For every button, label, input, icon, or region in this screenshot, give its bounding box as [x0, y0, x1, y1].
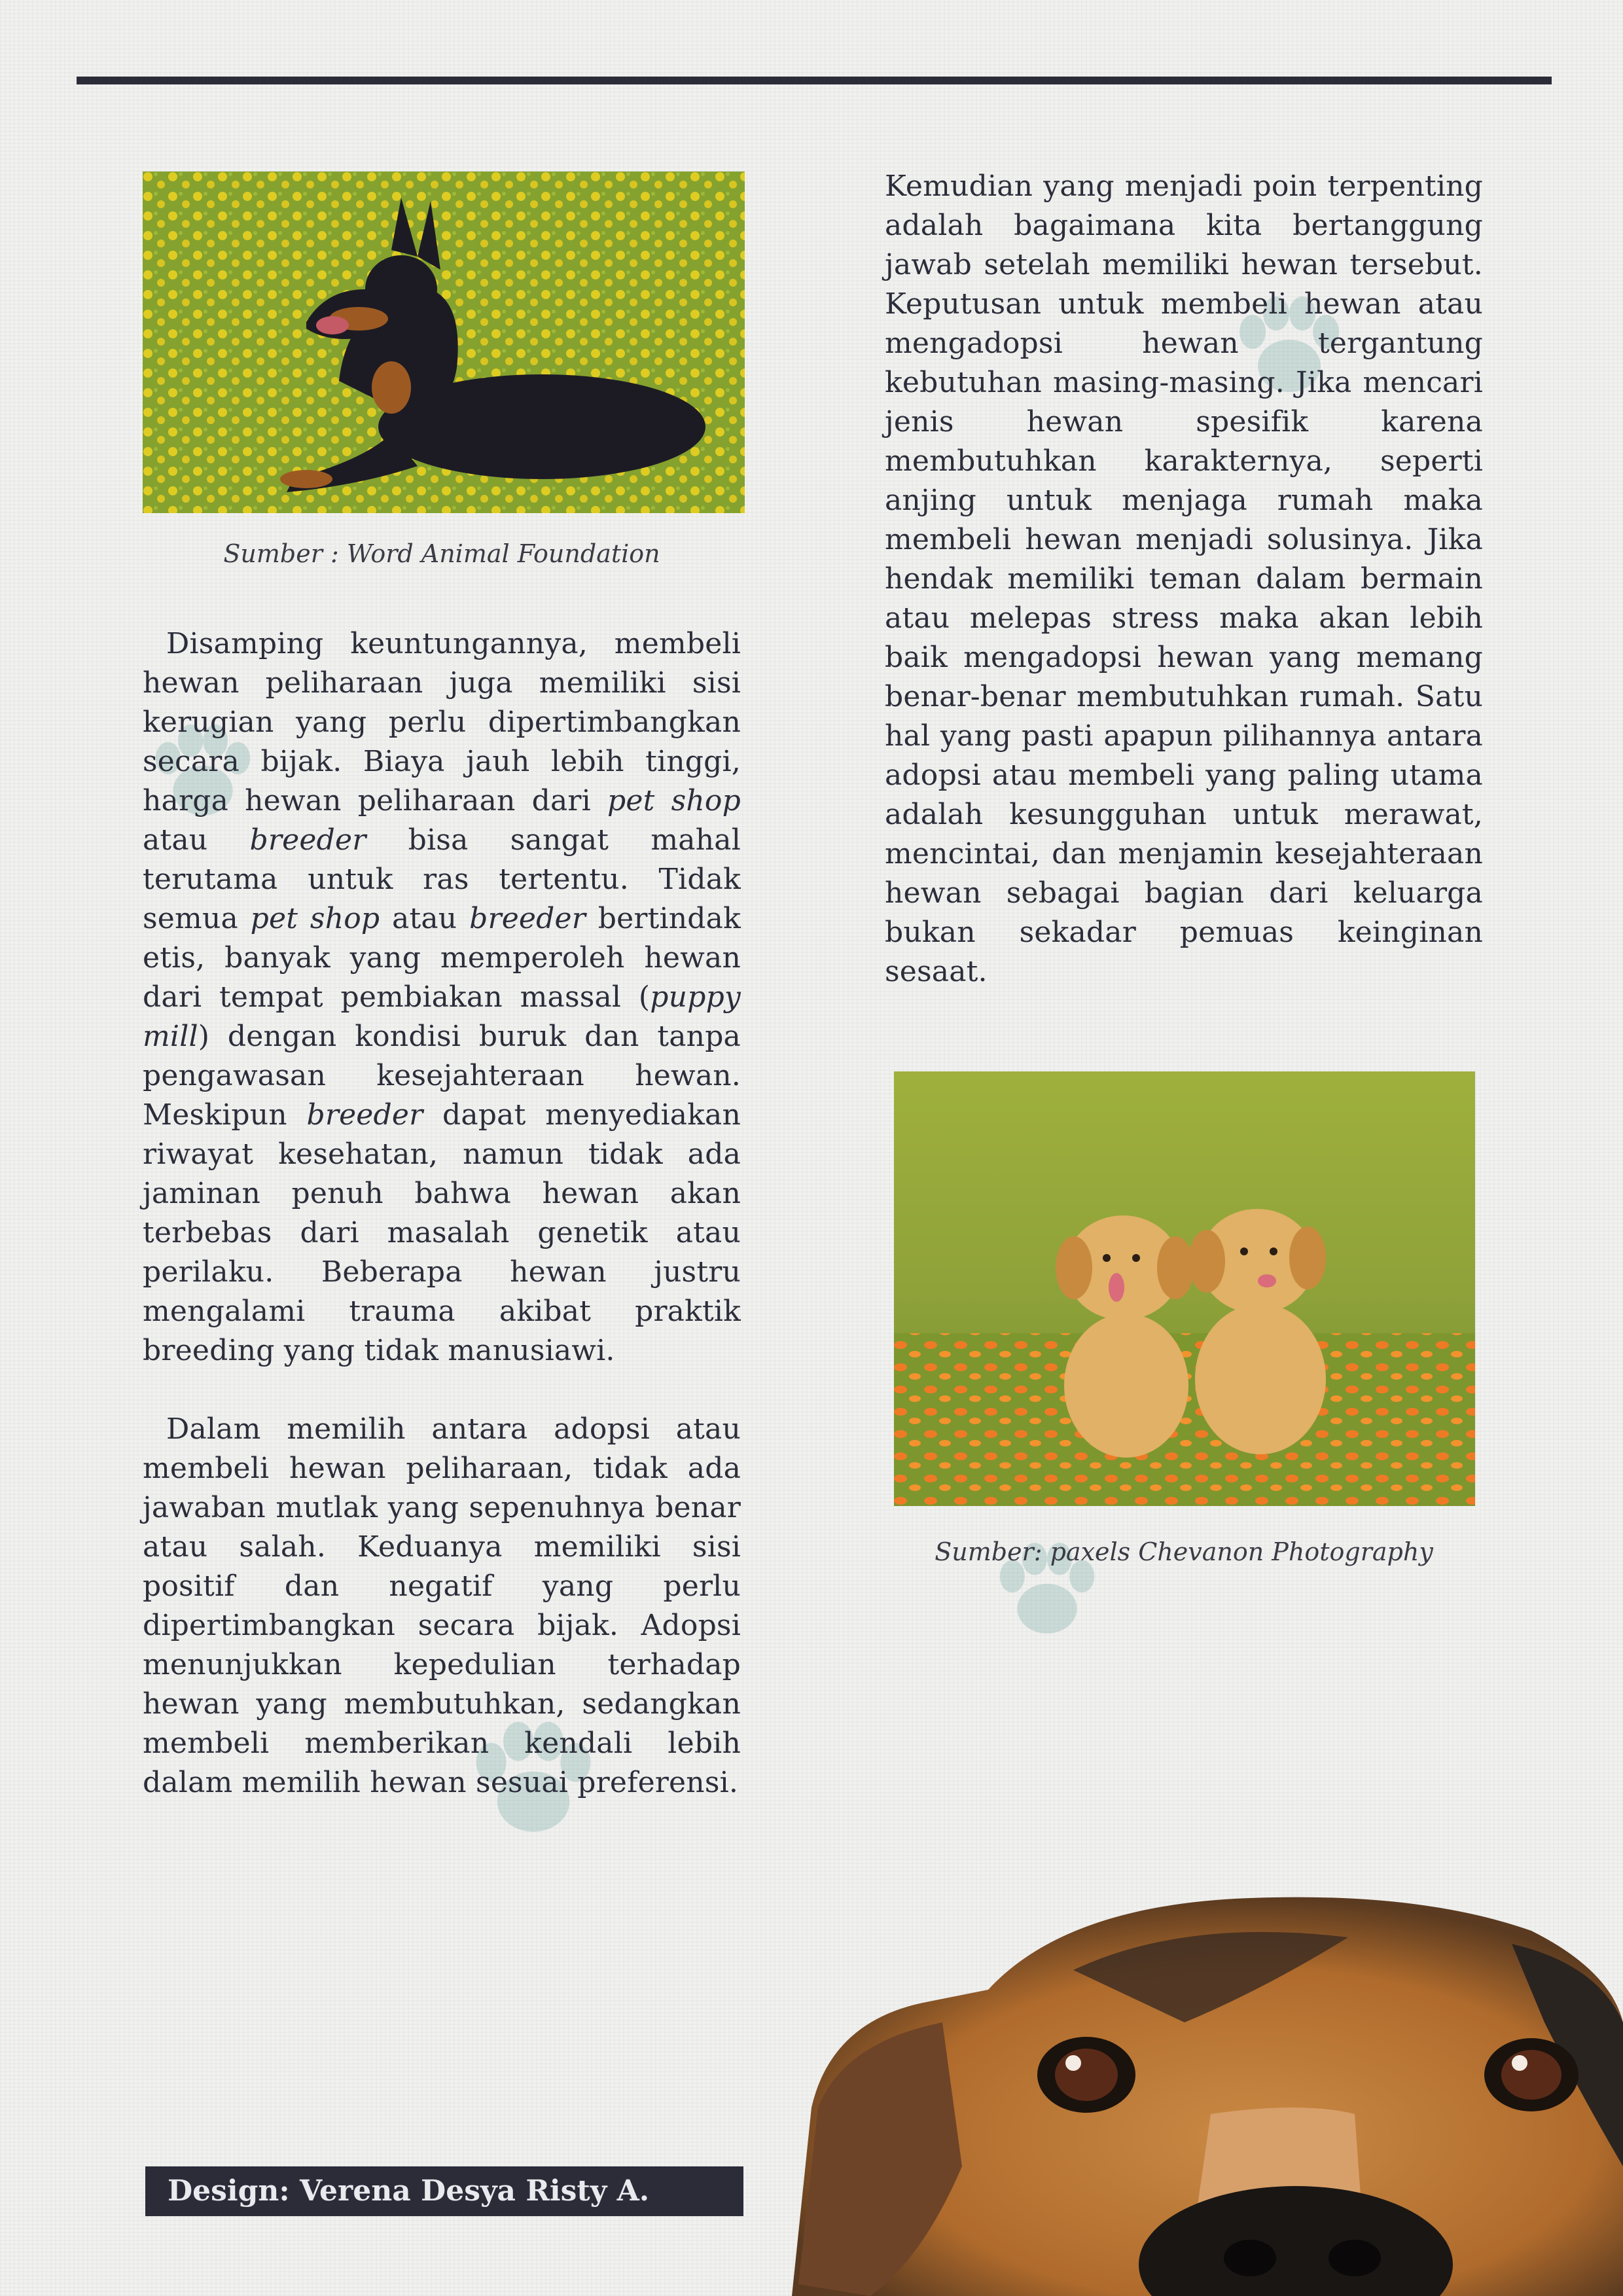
left-paragraph-1-run: breeder: [306, 1098, 423, 1132]
left-paragraph-2-text: Dalam memilih antara adopsi atau membeli hewan peliharaan, tidak ada jawaban mutlak yang sepenuhnya benar atau salah. Keduanya memiliki sisi positif dan negatif yang perlu dipertimbangkan secara bijak. Adopsi menunjukkan kepedulian terhadap hewan yang membutuhkan, sedangkan membeli memberikan kendali lebih dalam memilih hewan sesuai preferensi.: [143, 1412, 741, 1799]
doberman-photo: [143, 171, 745, 513]
left-paragraph-1-run: ) dengan kondisi buruk dan tanpa pengawasan kesejahteraan hewan. Meskipun: [143, 1020, 741, 1132]
left-paragraph-1: [143, 624, 741, 1371]
photo1-caption: Sumber : Word Animal Foundation: [223, 539, 660, 568]
right-paragraph-1: Kemudian yang menjadi poin terpenting adalah bagaimana kita bertanggung jawab setelah memiliki hewan tersebut. Keputusan untuk membeli hewan atau mengadopsi hewan tergantung kebutuhan masing-masing. Jika mencari jenis hewan spesifik karena membutuhkan karakternya, seperti anjing untuk menjaga rumah maka membeli hewan menjadi solusinya. Jika hendak memiliki teman dalam bermain atau melepas stress maka akan lebih baik mengadopsi hewan yang memang benar-benar membutuhkan rumah. Satu hal yang pasti apapun pilihannya antara adopsi atau membeli yang paling utama adalah kesungguhan untuk merawat, mencintai, dan menjamin kesejahteraan hewan sebagai bagian dari keluarga bukan sekadar pemuas keinginan sesaat.: [885, 170, 1483, 988]
left-paragraph-1-run: bertindak etis, banyak yang memperoleh hewan dari tempat pembiakan massal (: [143, 902, 741, 1014]
top-rule: [77, 77, 1552, 84]
left-paragraph-1-run: pet shop: [250, 902, 380, 935]
left-paragraph-1-run: puppy mill: [143, 980, 741, 1053]
photo2-caption: Sumber: paxels Chevanon Photography: [935, 1537, 1433, 1566]
left-paragraph-1-run: atau: [143, 823, 250, 857]
left-paragraph-1-run: bisa sangat mahal terutama untuk ras tertentu. Tidak semua: [143, 823, 741, 935]
puppies-photo: [894, 1071, 1475, 1506]
left-column: [143, 171, 741, 1803]
left-paragraph-1-run: dapat menyediakan riwayat kesehatan, namun tidak ada jaminan penuh bahwa hewan akan terbebas dari masalah genetik atau perilaku. Beberapa hewan justru mengalami trauma akibat praktik breeding yang tidak manusiawi.: [143, 1098, 741, 1367]
left-paragraph-1-run: atau: [380, 902, 470, 935]
right-column: [885, 167, 1483, 1566]
left-paragraph-2: [143, 1410, 741, 1803]
left-paragraph-1-run: breeder: [469, 902, 586, 935]
left-paragraph-1-run: breeder: [249, 823, 366, 857]
left-paragraph-1-run: Disamping keuntungannya, membeli hewan peliharaan juga memiliki sisi kerugian yang perlu dipertimbangkan secara bijak. Biaya jauh lebih tinggi, harga hewan peliharaan dari: [143, 627, 741, 817]
peeking-dog-image: [792, 1892, 1623, 2296]
left-paragraph-1-run: pet shop: [607, 784, 741, 817]
design-credit: Design: Verena Desya Risty A.: [145, 2166, 743, 2216]
